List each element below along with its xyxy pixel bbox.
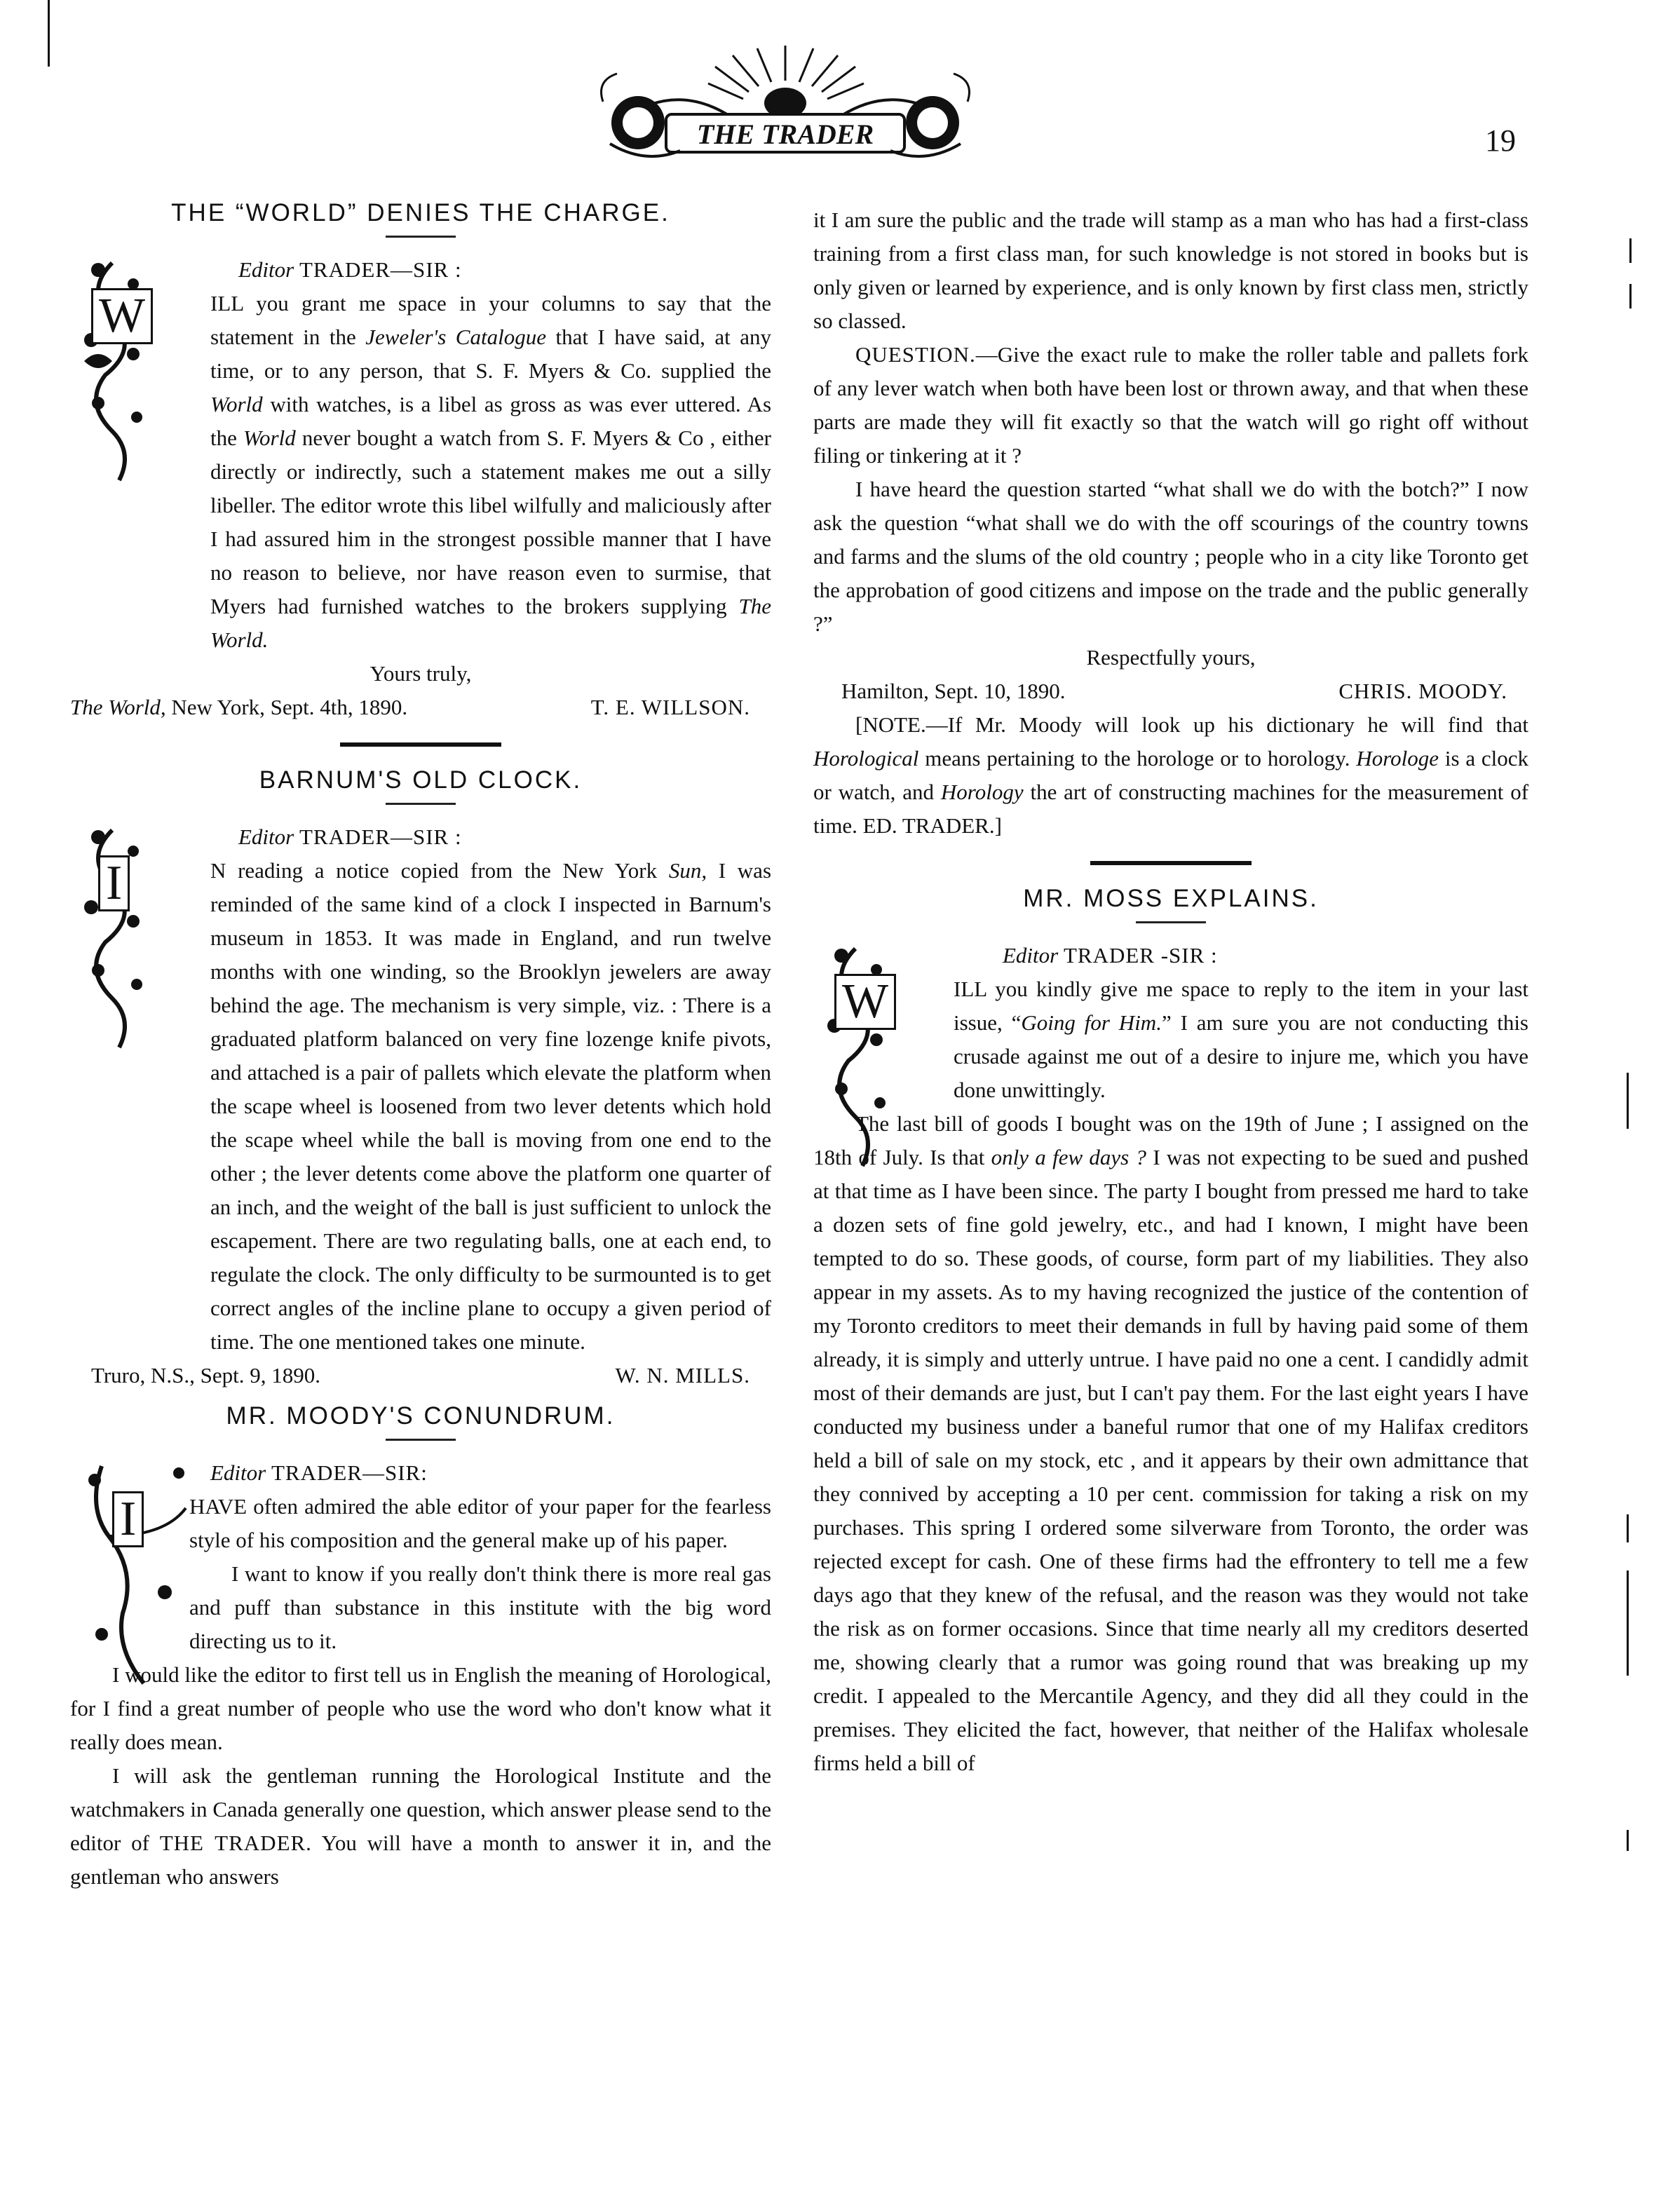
sign-place-italic: The World, bbox=[70, 695, 166, 719]
article-world-denies bbox=[70, 199, 771, 724]
paragraph: it I am sure the public and the trade will stamp as a man who has had a first-class training from a first class man, for such knowledge is not stored in books but is only given or learned by experience, and is only known by first class men, strictly so classed. bbox=[813, 208, 1528, 333]
section-divider bbox=[1090, 861, 1252, 865]
margin-rule bbox=[48, 0, 50, 67]
paragraph: HAVE often admired the able editor of your paper for the fearless style of his composition and the general make up of his paper. bbox=[189, 1494, 771, 1552]
signature-row bbox=[813, 674, 1528, 708]
text-italic: The World. bbox=[210, 594, 771, 652]
text: ILL you grant me space in your columns to say that the statement in the bbox=[210, 291, 771, 349]
margin-mark bbox=[1627, 1570, 1629, 1676]
sign-place-rest: New York, Sept. 4th, 1890. bbox=[171, 695, 408, 719]
margin-mark bbox=[1627, 1830, 1629, 1851]
salutation-italic: Editor bbox=[210, 1460, 266, 1485]
salutation-italic: Editor bbox=[238, 825, 294, 849]
sign-name: W. N. MILLS. bbox=[615, 1363, 750, 1387]
section-divider bbox=[340, 742, 501, 747]
article-body bbox=[813, 939, 1528, 1780]
margin-mark bbox=[1627, 1073, 1629, 1129]
editor-note bbox=[813, 708, 1528, 843]
floral-ornament-icon bbox=[70, 1452, 210, 1690]
sign-name: CHRIS. MOODY. bbox=[1338, 679, 1507, 703]
text-italic: Jeweler's Catalogue bbox=[365, 325, 546, 349]
headline: BARNUM'S OLD CLOCK. bbox=[70, 766, 771, 805]
headline: MR. MOSS EXPLAINS. bbox=[813, 885, 1528, 923]
question-label: QUESTION. bbox=[855, 342, 976, 367]
headline: MR. MOODY'S CONUNDRUM. bbox=[70, 1402, 771, 1441]
floral-ornament-icon bbox=[813, 935, 933, 1173]
paragraph bbox=[813, 1107, 1528, 1780]
floral-ornament-icon bbox=[70, 816, 189, 1054]
salutation-italic: Editor bbox=[1003, 943, 1059, 968]
drop-cap: I bbox=[112, 1491, 144, 1547]
closing: Yours truly, bbox=[369, 661, 472, 686]
paragraph bbox=[813, 338, 1528, 473]
article-body bbox=[70, 820, 771, 1392]
headline: THE “WORLD” DENIES THE CHARGE. bbox=[70, 199, 771, 238]
text-italic: Horology bbox=[940, 780, 1024, 804]
paragraph: I have heard the question started “what shall we do with the botch?” I now ask the question “what shall we do with the off scourings of the country towns and farms and the slums of the old country ; people who in a city like Toronto get the approbation of good citizens and impose on the trade and the public generally ?” bbox=[813, 477, 1528, 636]
text-italic: World bbox=[210, 392, 263, 416]
text-italic: Horologe bbox=[1356, 746, 1439, 771]
article-body bbox=[70, 1456, 771, 1894]
salutation-rest: TRADER—SIR : bbox=[299, 257, 462, 282]
text: I was reminded of the same kind of a clock I inspected in Barnum's museum in 1853. It was made in England, and run twelve months with one winding, so the Brooklyn jewelers are away behind the age. The mechanism is very simple, viz. : There is a graduated platform balanced on very fine lozenge knife pivots, and attached is a pair of pallets which elevate the platform when the scape wheel is loosened from two lever detents which hold the scape wheel while the ball is moving from one end to the other ; the lever detents come above the platform one quarter of an inch, and the weight of the ball is just sufficient to unlock the escapement. There are two regulating balls, one at each end, to regulate the clock. The only difficulty to be surmounted is to get correct angles of the incline plane to occupy a given period of time. The one mentioned takes one minute. bbox=[210, 858, 772, 1354]
article-moss-explains bbox=[813, 885, 1528, 1780]
masthead-title: THE TRADER bbox=[696, 118, 874, 150]
signature-row bbox=[70, 691, 771, 724]
text: is a clock or watch, and bbox=[813, 746, 1529, 804]
text: ILL you kindly give me space to reply to the item in your last issue, “ bbox=[954, 977, 1528, 1035]
article-barnums-clock bbox=[70, 766, 771, 1392]
text-smallcaps: THE TRADER. bbox=[159, 1831, 312, 1855]
drop-cap: I bbox=[98, 855, 130, 911]
signature-row bbox=[70, 1359, 771, 1392]
closing: Respectfully yours, bbox=[1086, 645, 1256, 670]
text-italic: only a few days ? bbox=[991, 1145, 1147, 1169]
text: The last bill of goods I bought was on the 19th of June ; I assigned on the 18th of July. Is that bbox=[813, 1111, 1528, 1169]
salutation-italic: Editor bbox=[238, 257, 294, 282]
left-column bbox=[70, 189, 771, 1894]
text: the art of constructing machines for the measurement of time. ED. TRADER.] bbox=[813, 780, 1529, 838]
salutation-rest: TRADER—SIR: bbox=[271, 1460, 428, 1485]
text-italic: Going for Him. bbox=[1021, 1010, 1162, 1035]
margin-mark bbox=[1629, 238, 1632, 263]
sign-place: Hamilton, Sept. 10, 1890. bbox=[841, 679, 1066, 703]
text: N reading a notice copied from the New York bbox=[210, 858, 658, 883]
masthead-ornament-icon bbox=[589, 39, 982, 179]
masthead bbox=[589, 39, 982, 179]
drop-cap: W bbox=[91, 288, 153, 344]
article-moodys-conundrum bbox=[70, 1402, 771, 1894]
paragraph: I want to know if you really don't think there is more real gas and puff than substance in this institute with the big word directing us to it. bbox=[189, 1561, 771, 1653]
text-italic: World bbox=[243, 426, 296, 450]
text: You will have a month to answer it in, and the gentleman who answers bbox=[70, 1831, 772, 1889]
text-italic: Sun, bbox=[668, 858, 707, 883]
text: never bought a watch from S. F. Myers & Co , either directly or indirectly, such a statement makes me out a silly libeller. The editor wrote this libel wilfully and maliciously after I had assured him in the strongest possible manner that I have no reason to believe, nor have reason even to surmise, that Myers had furnished watches to the brokers supplying bbox=[210, 426, 772, 618]
margin-mark bbox=[1629, 284, 1632, 308]
article-body bbox=[70, 253, 771, 724]
text: I will ask the gentleman running the Horological Institute and the watchmakers in Canada generally one question, which answer please send to the editor of bbox=[70, 1763, 771, 1855]
text-italic: Horological bbox=[813, 746, 919, 771]
sign-place: Truro, N.S., Sept. 9, 1890. bbox=[91, 1363, 320, 1387]
sign-place bbox=[70, 691, 407, 724]
article-moodys-conundrum-continued bbox=[813, 203, 1528, 843]
salutation-rest: TRADER -SIR : bbox=[1063, 943, 1218, 968]
floral-ornament-icon bbox=[70, 249, 189, 487]
sign-name: T. E. WILLSON. bbox=[590, 695, 750, 719]
text: [NOTE.—If Mr. Moody will look up his dictionary he will find that bbox=[855, 712, 1528, 737]
text: ” I am sure you are not conducting this crusade against me out of a desire to injure me, which you have done unwittingly. bbox=[954, 1010, 1528, 1102]
paragraph bbox=[70, 1759, 771, 1894]
drop-cap: W bbox=[834, 974, 896, 1030]
right-column bbox=[813, 203, 1528, 1780]
text: with watches, is a libel as gross as was ever uttered. As the bbox=[210, 392, 772, 450]
paragraph: I would like the editor to first tell us in English the meaning of Horological, for I find a great number of people who use the word who don't know what it really does mean. bbox=[70, 1662, 771, 1754]
margin-mark bbox=[1627, 1514, 1629, 1542]
text: —Give the exact rule to make the roller table and pallets fork of any lever watch when both have been lost or thrown away, and that when these parts are made they will fit exactly so that the watch will go right off without filing or tinkering at it ? bbox=[813, 342, 1528, 468]
page-number: 19 bbox=[1485, 123, 1516, 158]
text: I was not expecting to be sued and pushed at that time as I have been since. The party I bought from pressed me hard to take a dozen sets of fine gold jewelry, etc., and had I known, I might have been tempted to do so. These goods, of course, form part of my liabilities. They also appear in my assets. As to my having recognized the justice of the contention of my Toronto creditors to meet their demands in full by having paid some of them already, it is simply and utterly untrue. I have paid no one a cent. I candidly admit most of their demands are just, but I can't pay them. For the last eight years I have conducted my business under a baneful rumor that one of my Halifax creditors held a bill of sale on my stock, etc , and it appears by their own admittance that they connived by accepting a 10 per cent. commission for taking a risk on my purchases. This spring I ordered some silverware from Toronto, the order was rejected except for cash. One of these firms had the effrontery to tell me a few days ago that they knew of the refusal, and the reason was they would not take the risk as on former occasions. Since that time nearly all my creditors deserted me, showing clearly that a rumor was going round that was breaking up my credit. I appealed to the Mercantile Agency, and they did all they could in the premises. They elicited the fact, however, that neither of the Halifax wholesale firms held a bill of bbox=[813, 1145, 1529, 1775]
salutation-rest: TRADER—SIR : bbox=[299, 825, 462, 849]
text: means pertaining to the horologe or to horology. bbox=[925, 746, 1350, 771]
text: that I have said, at any time, or to any person, that S. F. Myers & Co. supplied the bbox=[210, 325, 772, 383]
